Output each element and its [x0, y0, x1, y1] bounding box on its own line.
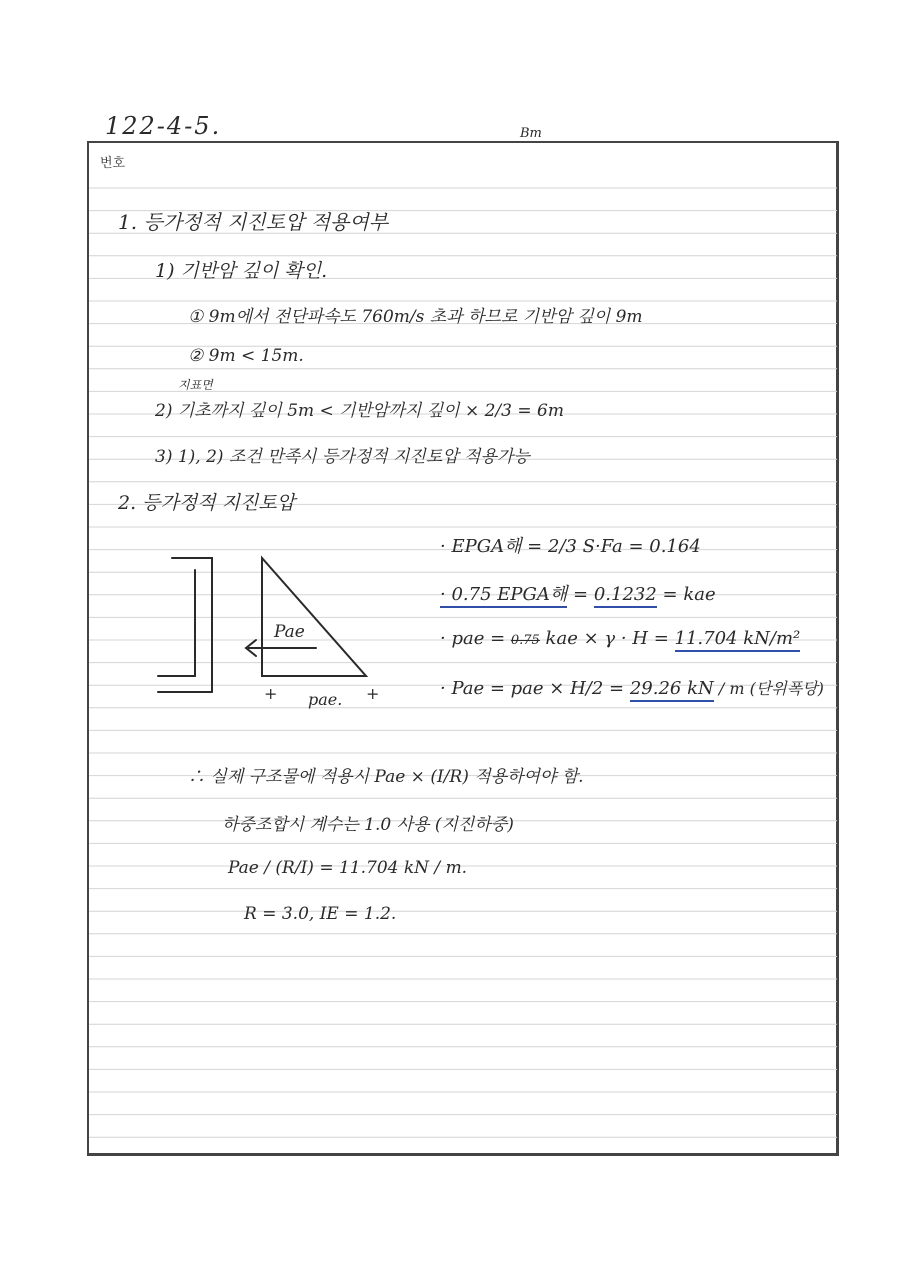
formula-epga: · EPGA해 = 2/3 S·Fa = 0.164 — [440, 536, 701, 557]
formula-pae-small-lhs: · pae = — [440, 628, 511, 649]
formula-pae-total-value: 29.26 kN — [630, 678, 714, 702]
item-1-3: 3) 1), 2) 조건 만족시 등가정적 지진토압 적용가능 — [155, 447, 530, 467]
sheet-code: 122-4-5. — [105, 112, 222, 140]
formula-pae-small — [440, 628, 800, 649]
formula-pae-small-value: 11.704 kN/m² — [675, 628, 801, 652]
heading-1: 1. 등가정적 지진토압 적용여부 — [118, 210, 388, 234]
formula-pae-total-lhs: · Pae = pae × H/2 = — [440, 678, 630, 699]
formula-pae-small-strike: 0.75 — [510, 633, 540, 648]
item-1-1-a: ① 9m에서 전단파속도 760m/s 초과 하므로 기반암 깊이 9m — [188, 307, 643, 327]
sheet-mark: Bm — [520, 126, 542, 141]
formula-kae-lhs: · 0.75 EPGA해 — [440, 584, 567, 608]
conclusion-2: 하중조합시 계수는 1.0 사용 (지진하중) — [222, 815, 514, 835]
formula-kae-rhs: = kae — [662, 584, 716, 605]
item-1-1-b: ② 9m < 15m. — [188, 346, 304, 366]
item-1-2: 2) 기초까지 깊이 5m < 기반암까지 깊이 × 2/3 = 6m — [155, 401, 564, 421]
conclusion-4: R = 3.0, IE = 1.2. — [244, 904, 397, 924]
diagram-plus-left: + — [264, 684, 278, 703]
item-1-2-superscript: 지표면 — [178, 378, 213, 392]
diagram-plus-right: + — [366, 684, 380, 703]
diagram-force-label: Pae — [274, 622, 305, 642]
formula-pae-small-mid: kae × γ · H = — [539, 628, 675, 649]
item-1-1: 1) 기반암 깊이 확인. — [155, 260, 328, 282]
formula-pae-total — [440, 676, 824, 699]
number-label: 번호 — [100, 156, 126, 171]
diagram-base-label: pae. — [308, 690, 343, 709]
conclusion-3: Pae / (R/I) = 11.704 kN / m. — [228, 858, 468, 878]
formula-kae-value: 0.1232 — [594, 584, 657, 608]
formula-pae-total-unit: / m (단위폭당) — [713, 679, 824, 698]
heading-2: 2. 등가정적 지진토압 — [118, 492, 296, 514]
formula-kae — [440, 580, 716, 606]
conclusion-1: ∴ 실제 구조물에 적용시 Pae × (I/R) 적용하여야 함. — [188, 767, 584, 787]
formula-kae-eq: = — [573, 584, 589, 605]
